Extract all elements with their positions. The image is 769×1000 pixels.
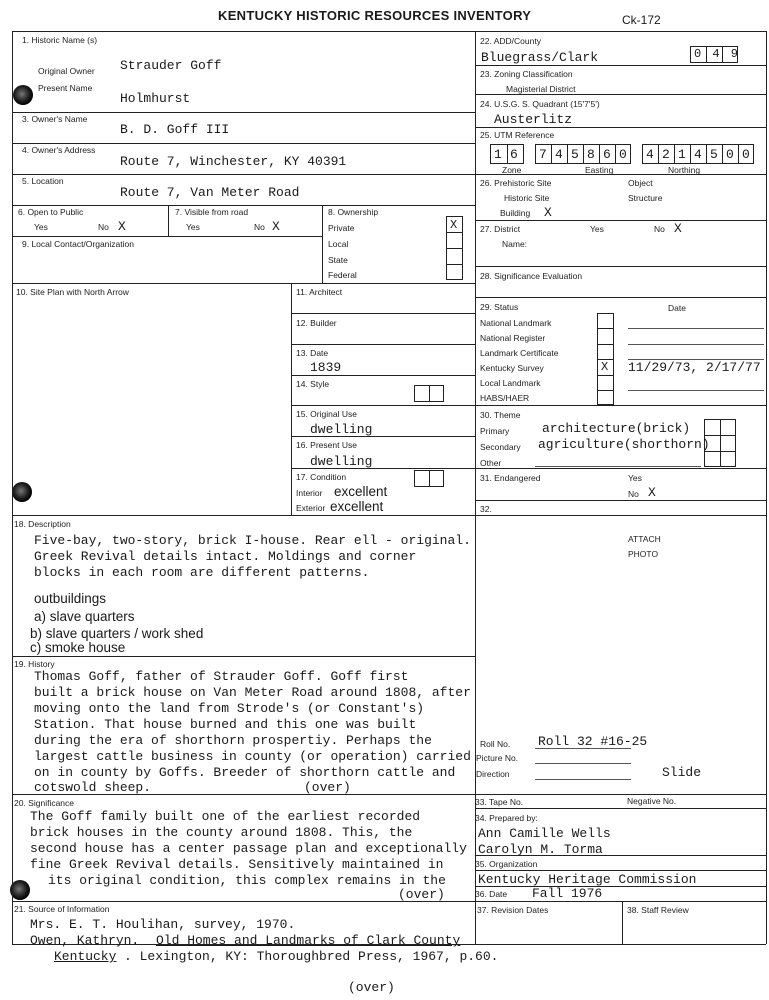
ownership-private: Private: [328, 223, 355, 233]
source-line: Mrs. E. T. Houlihan, survey, 1970.: [30, 917, 296, 932]
theme-secondary-value: agriculture(shorthorn): [538, 437, 710, 452]
source-label: 21. Source of Information: [14, 904, 110, 914]
history-line: on in county by Goffs. Breeder of shorthorn cattle and: [34, 765, 456, 780]
ownership-private-mark: X: [450, 218, 458, 232]
significance-label: 20. Significance: [14, 798, 75, 808]
prepared-by-label: 34. Prepared by:: [475, 813, 538, 823]
exterior-value: excellent: [330, 499, 384, 514]
owner-name-value: B. D. Goff III: [120, 122, 230, 137]
theme-primary-label: Primary: [480, 426, 510, 436]
add-county-label: 22. ADD/County: [480, 36, 541, 46]
source-book-title-cont: Kentucky: [54, 949, 117, 964]
present-name-label: Present Name: [38, 83, 93, 93]
kentucky-survey-mark: X: [601, 360, 609, 374]
original-owner-label: Original Owner: [38, 66, 95, 76]
status-national-register: National Register: [480, 333, 546, 343]
status-local-landmark: Local Landmark: [480, 378, 541, 388]
interior-label: Interior: [296, 488, 323, 498]
picture-no-label: Picture No.: [476, 753, 519, 763]
present-use-label: 16. Present Use: [296, 440, 357, 450]
builder-label: 12. Builder: [296, 318, 337, 328]
significance-line: second house has a center passage plan and exceptionally: [30, 841, 467, 856]
utm-label: 25. UTM Reference: [480, 130, 555, 140]
visible-no-mark: X: [272, 219, 280, 234]
utm-zone-label: Zone: [502, 165, 522, 175]
structure-label: Structure: [628, 193, 663, 203]
utm-easting-label: Easting: [585, 165, 614, 175]
historic-site-label: Historic Site: [504, 193, 550, 203]
tape-no-label: 33. Tape No.: [475, 797, 524, 807]
visible-from-road-label: 7. Visible from road: [175, 207, 249, 217]
bottom-over: (over): [348, 980, 395, 995]
utm-easting-digit: 8: [587, 147, 595, 162]
visible-no-label: No: [254, 222, 265, 232]
visible-yes-label: Yes: [186, 222, 200, 232]
roll-no-value: Roll 32 #16-25: [538, 734, 648, 749]
endangered-no-mark: X: [648, 485, 656, 500]
history-line: Thomas Goff, father of Strauder Goff. Goff first: [34, 669, 409, 684]
quadrant-value: Austerlitz: [494, 112, 573, 127]
status-label: 29. Status: [480, 302, 519, 312]
source-line-rest: . Lexington, KY: Thoroughbred Press, 1967, p.60.: [124, 949, 499, 964]
significance-line: its original condition, this complex remains in the: [48, 873, 446, 888]
district-label: 27. District: [480, 224, 521, 234]
open-no-label: No: [98, 222, 109, 232]
history-line: during the era of shorthorn prospertiy. Perhaps the: [34, 733, 432, 748]
date-value: 1839: [310, 360, 342, 375]
building-mark: X: [544, 205, 552, 220]
status-date-label: Date: [668, 303, 686, 313]
utm-northing-digit: 4: [694, 147, 702, 162]
site-plan-label: 10. Site Plan with North Arrow: [16, 287, 129, 297]
prepared-by-value: Carolyn M. Torma: [478, 842, 603, 857]
prepared-by-value: Ann Camille Wells: [478, 826, 611, 841]
revision-dates-label: 37. Revision Dates: [477, 905, 549, 915]
theme-other-label: Other: [480, 458, 502, 468]
historic-name-label: 1. Historic Name (s): [22, 35, 98, 45]
significance-line: fine Greek Revival details. Sensitively maintained in: [30, 857, 444, 872]
utm-easting-digit: 0: [619, 147, 627, 162]
theme-label: 30. Theme: [480, 410, 521, 420]
outbuilding-item: b) slave quarters / work shed: [30, 626, 204, 641]
status-kentucky-survey: Kentucky Survey: [480, 363, 544, 373]
interior-value: excellent: [334, 484, 388, 499]
endangered-label: 31. Endangered: [480, 473, 541, 483]
kentucky-survey-date: 11/29/73, 2/17/77: [628, 360, 761, 375]
utm-northing-digit: 1: [678, 147, 686, 162]
county-code: 0 4 9: [694, 47, 741, 61]
history-line: built a brick house on Van Meter Road around 1808, after: [34, 685, 471, 700]
status-habs-haer: HABS/HAER: [480, 393, 530, 403]
utm-zone-digit: 6: [510, 147, 518, 162]
present-name-value: Holmhurst: [120, 91, 191, 106]
object-label: Object: [628, 178, 653, 188]
description-label: 18. Description: [14, 519, 71, 529]
outbuilding-item: a) slave quarters: [34, 609, 135, 624]
utm-northing-label: Northing: [668, 165, 701, 175]
date-prepared-label: 36. Date: [475, 889, 508, 899]
roll-no-label: Roll No.: [480, 739, 511, 749]
owner-address-label: 4. Owner's Address: [22, 145, 96, 155]
style-label: 14. Style: [296, 379, 330, 389]
photo-label: PHOTO: [628, 549, 659, 559]
utm-easting-digit: 5: [571, 147, 579, 162]
status-national-landmark: National Landmark: [480, 318, 552, 328]
open-no-mark: X: [118, 219, 126, 234]
utm-easting-digit: 4: [555, 147, 563, 162]
outbuilding-item: c) smoke house: [30, 640, 126, 655]
field-32-label: 32.: [480, 504, 492, 514]
theme-secondary-label: Secondary: [480, 442, 521, 452]
district-yes: Yes: [590, 224, 604, 234]
history-line: largest cattle business in county (or operation) carried: [34, 749, 471, 764]
ownership-label: 8. Ownership: [328, 207, 379, 217]
utm-northing-digit: 0: [742, 147, 750, 162]
utm-northing-digit: 4: [646, 147, 654, 162]
attach-label: ATTACH: [628, 534, 661, 544]
location-value: Route 7, Van Meter Road: [120, 185, 300, 200]
ownership-federal: Federal: [328, 270, 357, 280]
description-line: Greek Revival details intact. Moldings and corner: [34, 549, 417, 564]
punch-hole-icon: [12, 482, 32, 502]
history-over: (over): [304, 780, 351, 795]
significance-line: brick houses in the county around 1808. This, the: [30, 825, 413, 840]
negative-no-label: Negative No.: [627, 796, 677, 806]
description-line: blocks in each room are different patterns.: [34, 565, 370, 580]
form-title: KENTUCKY HISTORIC RESOURCES INVENTORY: [218, 8, 532, 23]
description-line: Five-bay, two-story, brick I-house. Rear ell - original.: [34, 533, 471, 548]
history-line: cotswold sheep.: [34, 780, 152, 795]
theme-primary-value: architecture(brick): [542, 421, 691, 436]
architect-label: 11. Architect: [296, 287, 343, 297]
status-landmark-certificate: Landmark Certificate: [480, 348, 559, 358]
organization-value: Kentucky Heritage Commission: [478, 872, 697, 887]
utm-zone-digit: 1: [494, 147, 502, 162]
punch-hole-icon: [10, 880, 30, 900]
owner-address-value: Route 7, Winchester, KY 40391: [120, 154, 347, 169]
date-label: 13. Date: [296, 348, 329, 358]
form-id: Ck-172: [622, 13, 661, 27]
significance-line: The Goff family built one of the earliest recorded: [30, 809, 421, 824]
present-use-value: dwelling: [310, 454, 373, 469]
utm-easting-digit: 7: [539, 147, 547, 162]
quadrant-label: 24. U.S.G. S. Quadrant (15'7'5'): [480, 99, 600, 109]
ownership-state: State: [328, 255, 348, 265]
local-contact-label: 9. Local Contact/Organization: [22, 239, 134, 249]
history-label: 19. History: [14, 659, 55, 669]
utm-northing-digit: 5: [710, 147, 718, 162]
utm-northing-digit: 0: [726, 147, 734, 162]
add-county-value: Bluegrass/Clark: [481, 50, 599, 65]
prehistoric-site-label: 26. Prehistoric Site: [480, 178, 552, 188]
original-use-label: 15. Original Use: [296, 409, 357, 419]
history-line: moving onto the land from Strode's (or Constant's): [34, 701, 425, 716]
open-to-public-label: 6. Open to Public: [18, 207, 84, 217]
source-line-prefix: Owen, Kathryn.: [30, 933, 140, 948]
original-use-value: dwelling: [310, 422, 373, 437]
historic-name-value: Strauder Goff: [120, 58, 222, 73]
history-line: Station. That house burned and this one was built: [34, 717, 417, 732]
exterior-label: Exterior: [296, 503, 326, 513]
direction-label: Direction: [476, 769, 510, 779]
condition-label: 17. Condition: [296, 472, 347, 482]
district-name-label: Name:: [502, 239, 528, 249]
outbuildings-heading: outbuildings: [34, 591, 107, 606]
utm-northing-digit: 2: [662, 147, 670, 162]
district-no: No: [654, 224, 665, 234]
location-label: 5. Location: [22, 176, 64, 186]
building-label: Building: [500, 208, 531, 218]
endangered-yes: Yes: [628, 473, 642, 483]
magisterial-label: Magisterial District: [506, 84, 576, 94]
significance-evaluation-label: 28. Significance Evaluation: [480, 271, 583, 281]
endangered-no: No: [628, 489, 639, 499]
source-book-title: Old Homes and Landmarks of Clark County: [156, 933, 461, 948]
date-prepared-value: Fall 1976: [532, 886, 603, 901]
organization-label: 35. Organization: [475, 859, 538, 869]
utm-easting-digit: 6: [603, 147, 611, 162]
ownership-local: Local: [328, 239, 349, 249]
owner-name-label: 3. Owner's Name: [22, 114, 88, 124]
significance-over: (over): [398, 887, 445, 902]
open-yes-label: Yes: [34, 222, 48, 232]
staff-review-label: 38. Staff Review: [627, 905, 689, 915]
zoning-label: 23. Zoning Classification: [480, 69, 573, 79]
district-no-mark: X: [674, 221, 682, 236]
punch-hole-icon: [13, 85, 33, 105]
slide-label: Slide: [662, 765, 702, 780]
